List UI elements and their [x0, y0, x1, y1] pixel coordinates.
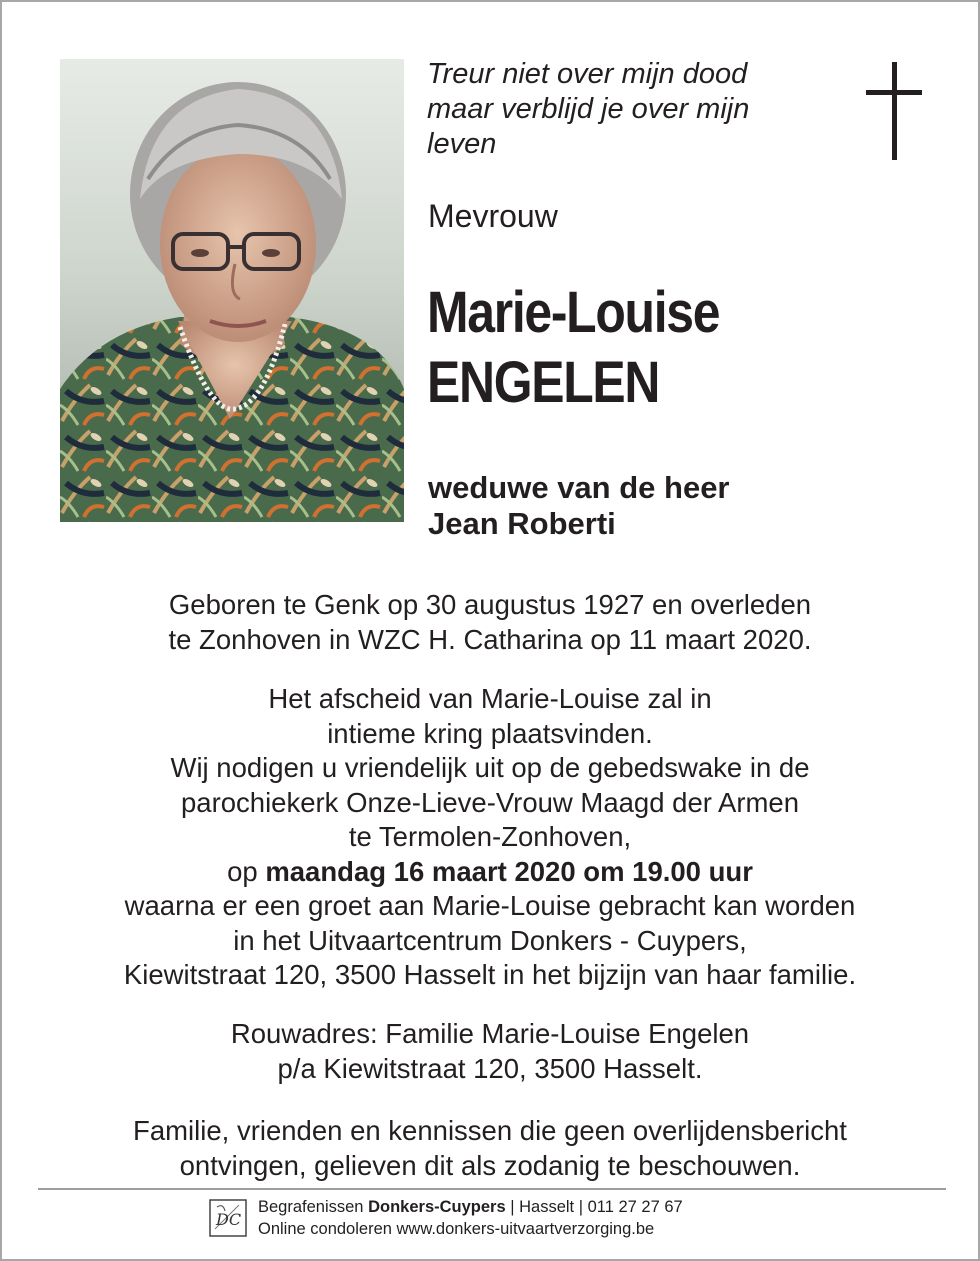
ceremony-date-line [32, 855, 948, 890]
quote-line: Treur niet over mijn dood [427, 58, 748, 90]
paragraph-line: Familie, vrienden en kennissen die geen overlijdensbericht [133, 1115, 847, 1146]
logo-letters: DC [216, 1210, 242, 1229]
footer-online-link[interactable]: Online condoleren www.donkers-uitvaartverzorging.be [258, 1220, 655, 1238]
first-name: Marie-Louise [427, 280, 720, 345]
footer-prefix: Begrafenissen [258, 1198, 364, 1216]
date-prefix: op [227, 855, 258, 887]
paragraph-line: in het Uitvaartcentrum Donkers - Cuypers, [233, 924, 747, 956]
portrait-photo [60, 59, 404, 522]
quote-line: maar verblijd je over mijn [427, 93, 750, 125]
birth-death-paragraph [32, 588, 948, 657]
paragraph-line: te Zonhoven in WZC H. Catharina op 11 maart 2020. [168, 623, 812, 655]
ceremony-paragraph [32, 682, 948, 993]
paragraph-line: Wij nodigen u vriendelijk uit op de gebedswake in de [170, 752, 810, 783]
mourning-address [32, 1017, 948, 1086]
paragraph-line: parochiekerk Onze-Lieve-Vrouw Maagd der Armen [180, 786, 800, 818]
paragraph-line: te Termolen-Zonhoven, [348, 821, 632, 852]
quote-line: leven [427, 128, 497, 160]
paragraph-line: Rouwadres: Familie Marie-Louise Engelen [230, 1018, 750, 1049]
last-name: ENGELEN [427, 350, 660, 415]
footer-divider [38, 1188, 946, 1190]
paragraph-line: Kiewitstraat 120, 3500 Hasselt in het bijzijn van haar familie. [123, 959, 857, 990]
portrait-illustration [60, 59, 404, 522]
footer-contact: | Hasselt | 011 27 27 67 [510, 1198, 683, 1216]
funeral-home-logo-icon [209, 1199, 247, 1242]
spouse-line: weduwe van de heer [428, 470, 730, 505]
deceased-name [427, 278, 719, 418]
paragraph-line: Het afscheid van Marie-Louise zal in [268, 683, 712, 714]
paragraph-line: p/a Kiewitstraat 120, 3500 Hasselt. [277, 1052, 703, 1084]
memorial-quote [427, 57, 827, 162]
paragraph-line: ontvingen, gelieven dit als zodanig te beschouwen. [179, 1149, 801, 1181]
cross-icon [864, 62, 928, 167]
ceremony-date: maandag 16 maart 2020 om 19.00 uur [265, 855, 753, 887]
closing-paragraph [32, 1114, 948, 1183]
footer-company: Donkers-Cuypers [368, 1198, 506, 1216]
paragraph-line: Geboren te Genk op 30 augustus 1927 en overleden [168, 589, 812, 620]
spouse-name: Jean Roberti [428, 506, 616, 541]
honorific-title: Mevrouw [428, 198, 558, 234]
footer-company-line [258, 1196, 683, 1218]
paragraph-line: waarna er een groet aan Marie-Louise gebracht kan worden [124, 890, 856, 921]
footer [258, 1196, 683, 1240]
paragraph-line: intieme kring plaatsvinden. [327, 717, 653, 749]
spouse-info [428, 470, 730, 542]
